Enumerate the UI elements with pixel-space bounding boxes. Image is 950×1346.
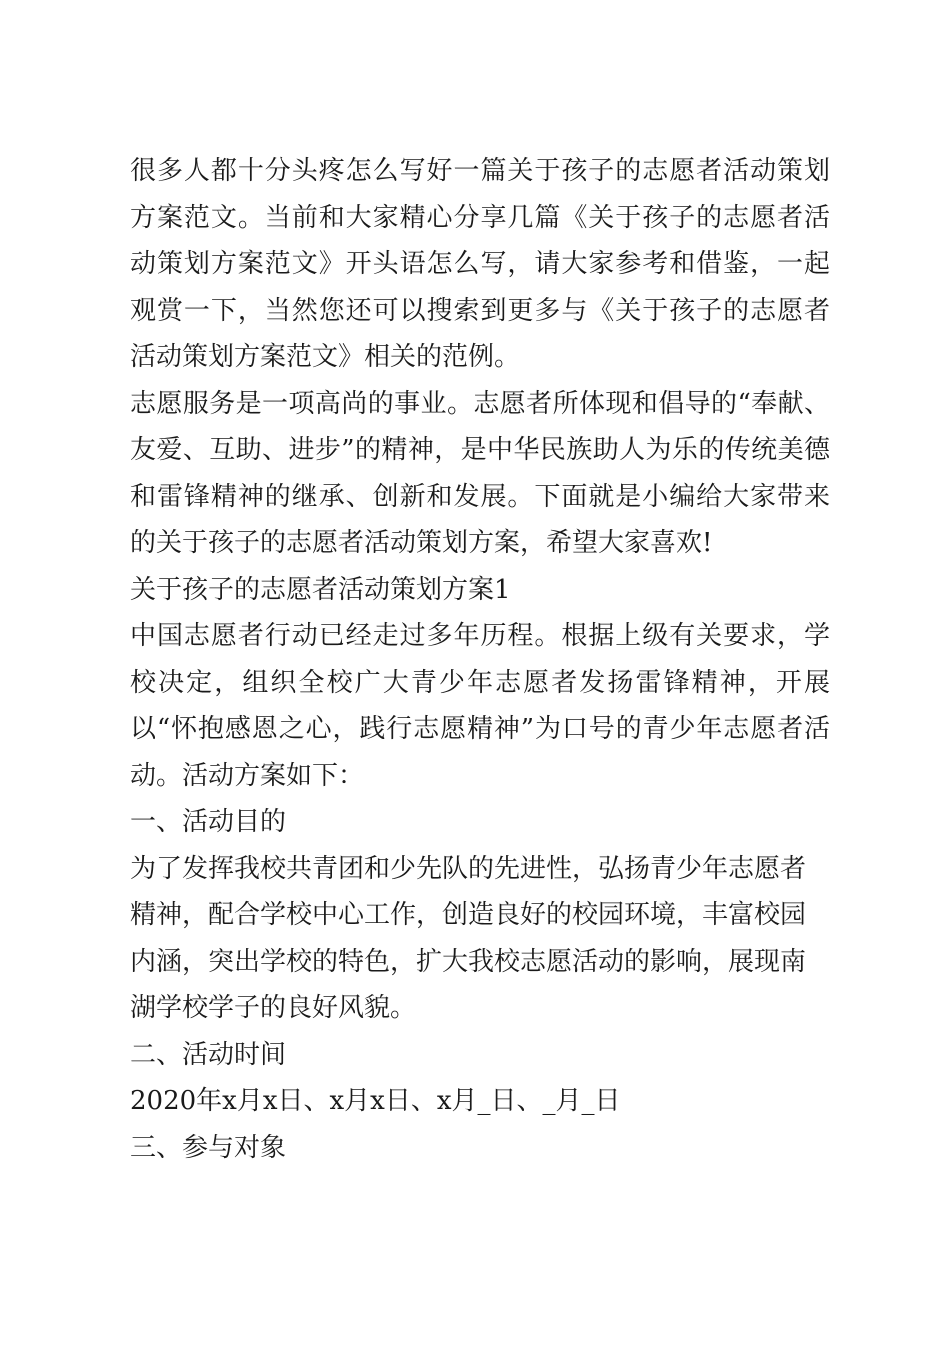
part2-paragraph: 2020年x月x日、x月x日、x月_日、_月_日: [130, 1086, 621, 1116]
part3-heading: 三、参与对象: [130, 1132, 287, 1163]
intro-paragraph: 很多人都十分头疼怎么写好一篇关于孩子的志愿者活动策划方案范文。当前和大家精心分享几篇《关于孩子的志愿者活动策划方案范文》开头语怎么写，请大家参考和借鉴，一起观赏一下，当然您还可以搜索到更多与《关于孩子的志愿者活动策划方案范文》相关的范例。: [130, 156, 830, 372]
preface-paragraph: 志愿服务是一项高尚的事业。志愿者所体现和倡导的“奉献、友爱、互助、进步”的精神，是中华民族助人为乐的传统美德和雷锋精神的继承、创新和发展。下面就是小编给大家带来的关于孩子的志愿者活动策划方案，希望大家喜欢!: [130, 388, 830, 558]
section-title: 关于孩子的志愿者活动策划方案1: [130, 574, 511, 605]
document-body: [130, 148, 830, 1171]
part1-paragraph: 为了发挥我校共青团和少先队的先进性，弘扬青少年志愿者精神，配合学校中心工作，创造良好的校园环境，丰富校园内涵，突出学校的特色，扩大我校志愿活动的影响，展现南湖学校学子的良好风貌。: [130, 853, 807, 1023]
section-intro-paragraph: 中国志愿者行动已经走过多年历程。根据上级有关要求，学校决定，组织全校广大青少年志愿者发扬雷锋精神，开展以“怀抱感恩之心，践行志愿精神”为口号的青少年志愿者活动。活动方案如下：: [130, 621, 830, 791]
part2-heading: 二、活动时间: [130, 1039, 287, 1070]
part1-heading: 一、活动目的: [130, 807, 287, 837]
